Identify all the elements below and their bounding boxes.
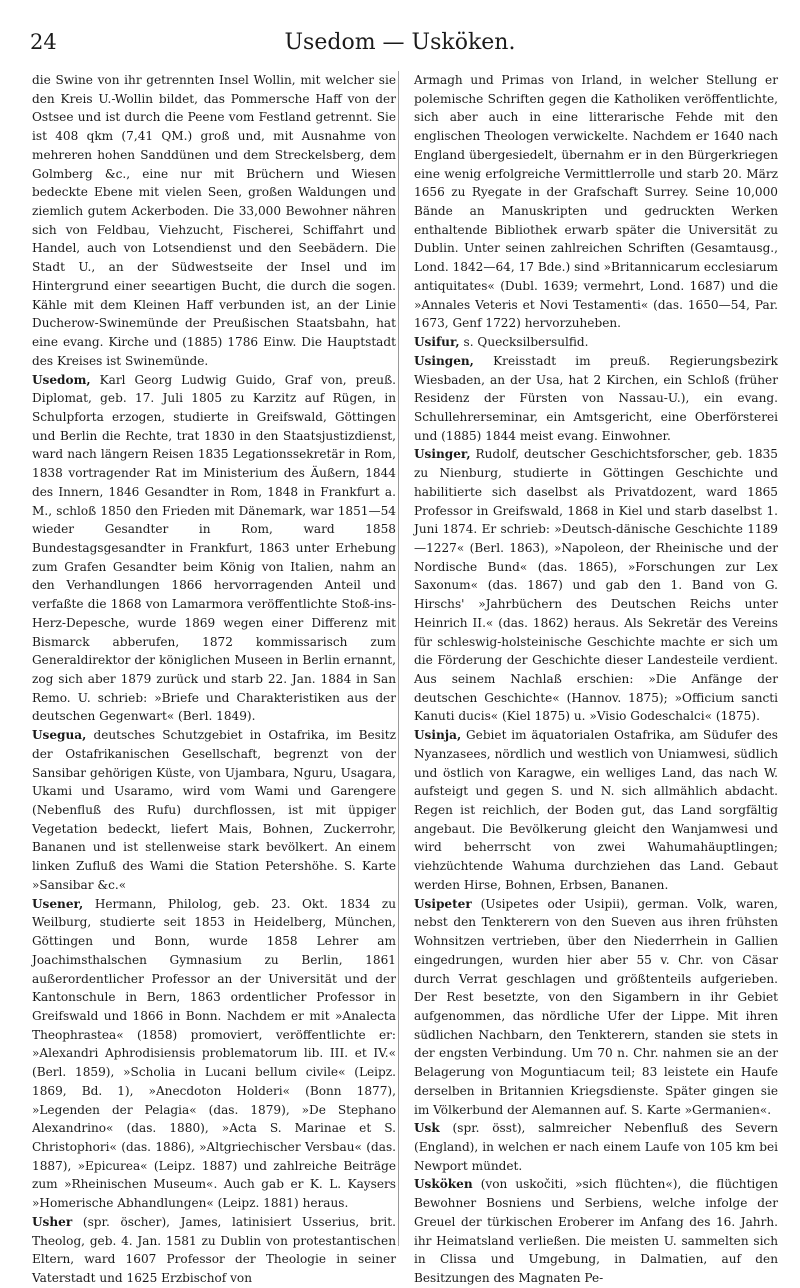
entry-text: (von uskočiti, »sich flüchten«), die flüchtigen Bewohner Bosniens und Serbiens, welche infolge der Greuel der türkischen Eroberer im Anfang des 16. Jahrh. ihr Heimatsland verließen. Die meisten U. sammelten sich in Clissa und Umgebung, in Dalmatien, auf den Besitzungen des Magnaten Pe- bbox=[414, 1177, 778, 1285]
entry bbox=[32, 1213, 396, 1288]
entry-text: (Usipetes oder Usipii), german. Volk, waren, nebst den Tenkterern von den Sueven aus ihren frühsten Wohnsitzen vertrieben, über den Niederrhein in Gallien eingedrungen, wurden hier aber 55 v. Chr. von Cäsar durch Verrat geschlagen und größtenteils aufgerieben. Der Rest besetzte, von den Sigambern in ihr Gebiet aufgenommen, das nördliche Ufer der Lippe. Mit ihren südlichen Nachbarn, den Tenkterern, standen sie stets in der engsten Verbindung. Um 70 n. Chr. nahmen sie an der Belagerung von Moguntiacum teil; 83 leistete ein Haufe derselben in Britannien Kriegsdienste. Später gingen sie im Völkerbund der Alemannen auf. S. Karte »Germanien«. bbox=[414, 896, 778, 1117]
column-divider bbox=[398, 71, 399, 1246]
entry-text: Rudolf, deutscher Geschichtsforscher, geb. 1835 zu Nienburg, studierte in Göttingen Geschichte und habilitierte sich daselbst als Privatdozent, ward 1865 Professor in Greifswald, 1868 in Kiel und starb daselbst 1. Juni 1874. Er schrieb: »Deutsch-dänische Geschichte 1189—1227« (Berl. 1863), »Napoleon, der Rheinische und der Nordische Bund« (das. 1865), »Forschungen zur Lex Saxonum« (das. 1867) und gab den 1. Band von G. Hirschs' »Jahrbüchern des Deutschen Reichs unter Heinrich II.« (das. 1862) heraus. Als Sekretär des Vereins für schleswig-holsteinische Geschichte machte er sich um die Förderung der Geschichte dieser Landesteile verdient. Aus seinem Nachlaß erschien: »Die Anfänge der deutschen Geschichte« (Hannov. 1875); »Officium sancti Kanuti ducis« (Kiel 1875) u. »Visio Godeschalci« (1875). bbox=[414, 447, 778, 724]
entry-headword: Usifur, bbox=[414, 335, 460, 350]
entry bbox=[414, 1175, 778, 1287]
entry bbox=[414, 445, 778, 726]
left-column bbox=[32, 71, 396, 1285]
entry-headword: Usk bbox=[414, 1121, 440, 1136]
entry-headword: Usinja, bbox=[414, 728, 462, 743]
entry-text: Karl Georg Ludwig Guido, Graf von, preuß. Diplomat, geb. 17. Juli 1805 zu Karzitz auf Rügen, in Schulpforta erzogen, studierte in Greifswald, Göttingen und Berlin die Rechte, trat 1830 in den Staatsjustizdienst, ward nach längern Reisen 1835 Legationssekretär in Rom, 1838 vortragender Rat im Ministerium des Äußern, 1844 des Innern, 1846 Gesandter in Rom, 1848 in Frankfurt a. M., schloß 1850 den Frieden mit Dänemark, war 1851—54 wieder Gesandter in Rom, ward 1858 Bundestagsgesandter in Frankfurt, 1863 unter Erhebung zum Grafen Gesandter beim König von Italien, nahm an den Verhandlungen 1866 hervorragenden Anteil und verfaßte die 1868 von Lamarmora veröffentlichte Stoß-ins-Herz-Depesche, wurde 1869 wegen einer Differenz mit Bismarck abberufen, 1872 kommissarisch zum Generaldirektor der königlichen Museen in Berlin ernannt, zog sich aber 1879 zurück und starb 22. Jan. 1884 in San Remo. U. schrieb: »Briefe und Charakteristiken aus der deutschen Gegenwart« (Berl. 1849). bbox=[32, 372, 396, 724]
entry bbox=[32, 371, 396, 727]
right-column bbox=[414, 71, 778, 1285]
entry bbox=[414, 726, 778, 894]
page-header bbox=[30, 30, 770, 62]
entry bbox=[32, 895, 396, 1213]
entry-text: Armagh und Primas von Irland, in welcher Stellung er polemische Schriften gegen die Katholiken veröffentlichte, sich aber auch in eine litterarische Fehde mit den englischen Theologen verwickelte. Nachdem er 1640 nach England übergesiedelt, übernahm er in den Bürgerkriegen eine wenig erfolgreiche Vermittlerrolle und starb 20. März 1656 zu Ryegate in der Grafschaft Surrey. Seine 10,000 Bände an Manuskripten und gedruckten Werken enthaltende Bibliothek erwarb später die Universität zu Dublin. Unter seinen zahlreichen Schriften (Gesamtausg., Lond. 1842—64, 17 Bde.) sind »Britannicarum ecclesiarum antiquitates« (Dubl. 1639; vermehrt, Lond. 1687) und die »Annales Veteris et Novi Testamenti« (das. 1650—54, Par. 1673, Genf 1722) hervorzuheben. bbox=[414, 73, 778, 331]
entry bbox=[32, 726, 396, 894]
entry bbox=[32, 71, 396, 371]
entry bbox=[414, 333, 778, 352]
entry-text: Gebiet im äquatorialen Ostafrika, am Südufer des Nyanzasees, nördlich und westlich von Uniamwesi, südlich und östlich von Karagwe, ein welliges Land, das nach W. aufsteigt und gegen S. und N. sich allmählich abdacht. Regen ist reichlich, der Boden gut, das Land sorgfältig angebaut. Die Bevölkerung gleicht den Wanjamwesi und wird beherrscht von zwei Wahumahäuptlingen; viehzüchtende Wahuma durchziehen das Land. Gebaut werden Hirse, Bohnen, Erbsen, Bananen. bbox=[414, 728, 778, 892]
entry-text: (spr. össt), salmreicher Nebenfluß des Severn (England), in welchen er nach einem Laufe von 105 km bei Newport mündet. bbox=[414, 1121, 778, 1173]
entry bbox=[414, 1119, 778, 1175]
entry-headword: Usingen, bbox=[414, 353, 474, 368]
entry-headword: Usinger, bbox=[414, 447, 471, 462]
entry bbox=[414, 895, 778, 1120]
running-head: Usedom — Usköken. bbox=[284, 30, 516, 55]
entry-headword: Usipeter bbox=[414, 896, 472, 911]
entry-text: Kreisstadt im preuß. Regierungsbezirk Wiesbaden, an der Usa, hat 2 Kirchen, ein Schloß (früher Residenz der Fürsten von Nassau-U.), ein evang. Schullehrerseminar, ein Amtsgericht, eine Oberförsterei und (1885) 1844 meist evang. Einwohner. bbox=[414, 353, 778, 443]
page-number: 24 bbox=[30, 30, 57, 54]
entry-headword: Usher bbox=[32, 1214, 73, 1229]
entry-text: die Swine von ihr getrennten Insel Wollin, mit welcher sie den Kreis U.-Wollin bildet, das Pommersche Haff von der Ostsee und ist durch die Peene vom Festland getrennt. Sie ist 408 qkm (7,41 QM.) groß und, mit Ausnahme von mehreren hohen Sanddünen und dem Streckelsberg, dem Golmberg &c., eine nur mit Brüchern und Wiesen bedeckte Ebene mit vielen Seen, großen Waldungen und ziemlich gutem Ackerboden. Die 33,000 Bewohner nähren sich von Feldbau, Viehzucht, Fischerei, Schiffahrt und Handel, auch von Lotsendienst und den Seebädern. Die Stadt U., an der Südwestseite der Insel und im Hintergrund einer seeartigen Bucht, die durch die sogen. Kähle mit dem Kleinen Haff verbunden ist, an der Linie Ducherow-Swinemünde der Preußischen Staatsbahn, hat eine evang. Kirche und (1885) 1786 Einw. Die Hauptstadt des Kreises ist Swinemünde. bbox=[32, 73, 396, 368]
entry-headword: Usköken bbox=[414, 1177, 473, 1192]
entry-text: deutsches Schutzgebiet in Ostafrika, im Besitz der Ostafrikanischen Gesellschaft, begrenzt von der Sansibar gehörigen Küste, von Ujambara, Nguru, Usagara, Ukami und Usaramo, wird vom Wami und Garengere (Nebenfluß des Rufu) durchflossen, ist mit üppiger Vegetation bedeckt, liefert Mais, Bohnen, Zuckerrohr, Bananen und ist stellenweise stark bevölkert. An einem linken Zufluß des Wami die Station Petershöhe. S. Karte »Sansibar &c.« bbox=[32, 728, 396, 892]
entry bbox=[414, 352, 778, 446]
entry-headword: Usener, bbox=[32, 896, 84, 911]
entry-headword: Usegua, bbox=[32, 728, 87, 743]
entry-text: (spr. öscher), James, latinisiert Usserius, brit. Theolog, geb. 4. Jan. 1581 zu Dublin von protestantischen Eltern, ward 1607 Professor der Theologie in seiner Vaterstadt und 1625 Erzbischof von bbox=[32, 1214, 396, 1285]
entry bbox=[414, 71, 778, 333]
entry-text: s. Quecksilbersulfid. bbox=[463, 335, 589, 350]
entry-text: Hermann, Philolog, geb. 23. Okt. 1834 zu Weilburg, studierte seit 1853 in Heidelberg, München, Göttingen und Bonn, wurde 1858 Lehrer am Joachimsthalschen Gymnasium zu Berlin, 1861 außerordentlicher Professor an der Universität und der Kantonschule in Bern, 1863 ordentlicher Professor in Greifswald und 1866 in Bonn. Nachdem er mit »Analecta Theophrastea« (1858) promoviert, veröffentlichte er: »Alexandri Aphrodisiensis problematorum lib. III. et IV.« (Berl. 1859), »Scholia in Lucani bellum civile« (Leipz. 1869, Bd. 1), »Anecdoton Holderi« (Bonn 1877), »Legenden der Pelagia« (das. 1879), »De Stephano Alexandrino« (das. 1880), »Acta S. Marinae et S. Christophori« (das. 1886), »Altgriechischer Versbau« (das. 1887), »Epicurea« (Leipz. 1887) und zahlreiche Beiträge zum »Rheinischen Museum«. Auch gab er K. L. Kaysers »Homerische Abhandlungen« (Leipz. 1881) heraus. bbox=[32, 896, 396, 1211]
entry-headword: Usedom, bbox=[32, 372, 91, 387]
